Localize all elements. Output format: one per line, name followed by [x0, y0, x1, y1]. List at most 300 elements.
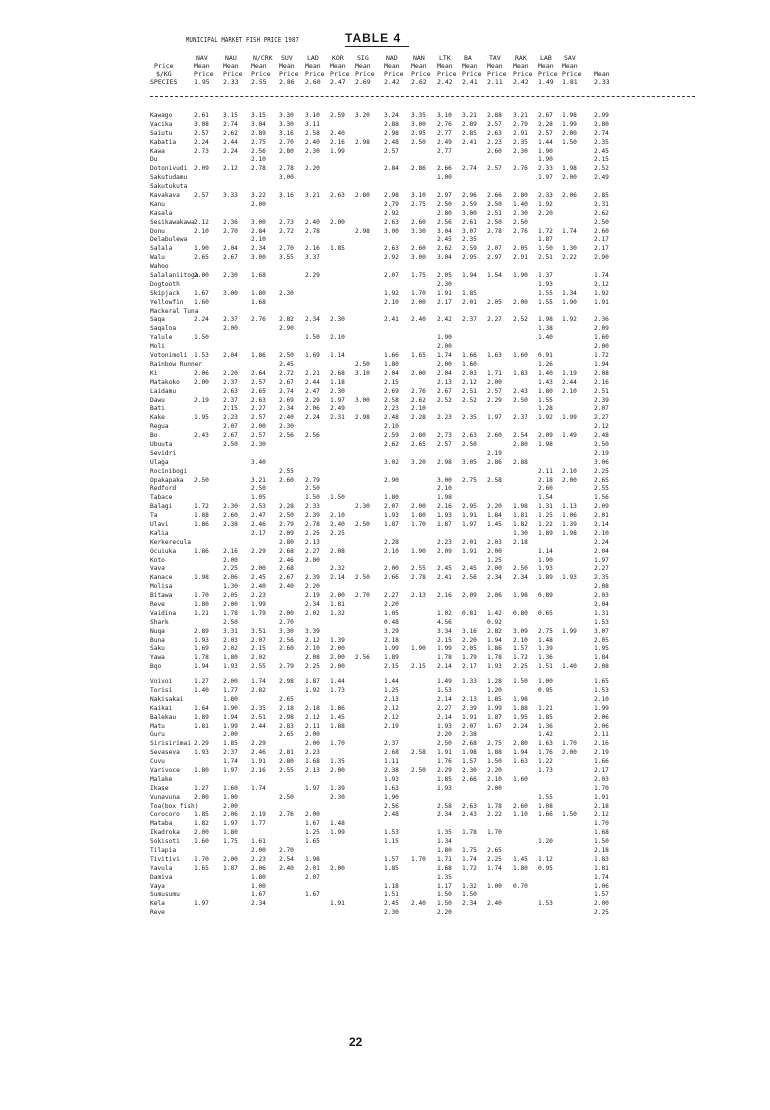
- price-cell: 2.00: [223, 556, 238, 564]
- header-market-mean: 2.41: [462, 78, 478, 86]
- table-row: [0, 767, 770, 776]
- table-row: [0, 468, 770, 477]
- table-row: [0, 794, 770, 803]
- market-code: SIG: [357, 54, 369, 62]
- price-cell: 1.40: [513, 200, 528, 208]
- price-cell: 1.80: [223, 654, 238, 662]
- species-name: Saqaloa: [150, 325, 177, 333]
- price-cell: 1.30: [562, 245, 577, 253]
- price-cell: 1.25: [384, 687, 399, 694]
- market-code: TAV: [489, 54, 501, 62]
- price-cell: 2.10: [330, 334, 345, 342]
- price-cell: 2.12: [305, 636, 320, 644]
- price-cell: 2.25: [513, 663, 528, 671]
- price-cell: 1.49: [562, 432, 577, 440]
- price-cell: 2.19: [305, 592, 320, 600]
- price-cell: 2.13: [384, 695, 399, 703]
- price-cell: 1.50: [305, 494, 320, 502]
- row-mean-price: 2.11: [594, 731, 609, 739]
- price-cell: 2.09: [279, 529, 294, 537]
- price-cell: 2.00: [513, 298, 528, 306]
- price-cell: 2.65: [251, 387, 266, 395]
- price-cell: 2.29: [251, 740, 266, 748]
- row-mean-price: 1.70: [594, 784, 609, 792]
- price-cell: 2.23: [437, 538, 452, 546]
- price-cell: 2.76: [411, 387, 426, 395]
- price-cell: 1.55: [538, 298, 553, 306]
- price-cell: 1.00: [538, 678, 553, 686]
- row-mean-price: 2.19: [594, 449, 609, 457]
- price-cell: 3.00: [279, 174, 294, 182]
- price-cell: 1.98: [513, 695, 528, 703]
- row-mean-price: 2.08: [594, 663, 609, 671]
- price-cell: 2.65: [194, 254, 209, 262]
- species-name: Ubuuta: [150, 440, 173, 448]
- price-cell: 2.13: [437, 378, 452, 386]
- market-code: BA: [464, 54, 472, 62]
- species-name: Rocinibogi: [150, 467, 188, 475]
- species-name: Bqo: [150, 663, 162, 671]
- price-cell: 3.30: [411, 227, 426, 235]
- price-cell: 1.48: [538, 636, 553, 644]
- price-cell: 1.00: [251, 882, 266, 890]
- table-row: [0, 645, 770, 654]
- header-mean: Mean: [355, 62, 371, 70]
- price-cell: 2.45: [279, 360, 294, 368]
- price-cell: 2.20: [487, 503, 502, 511]
- species-name: Nuqa: [150, 627, 165, 635]
- price-cell: 2.80: [437, 209, 452, 217]
- price-cell: 2.03: [462, 369, 477, 377]
- price-cell: 1.50: [487, 758, 502, 766]
- row-mean-price: 2.99: [594, 112, 609, 119]
- price-cell: 1.90: [411, 547, 426, 555]
- table-row: [0, 112, 770, 121]
- price-cell: 2.07: [305, 873, 320, 881]
- table-row: [0, 477, 770, 486]
- price-cell: 1.87: [305, 678, 320, 686]
- price-cell: 3.02: [384, 458, 399, 466]
- header-price: Price: [437, 70, 457, 78]
- header-market-mean: 2.60: [305, 78, 321, 86]
- price-cell: 2.80: [279, 147, 294, 155]
- row-mean-price: 2.39: [594, 396, 609, 404]
- price-cell: 2.20: [305, 583, 320, 591]
- species-name: Kawa: [150, 147, 165, 155]
- price-cell: 3.30: [279, 112, 294, 119]
- table-row: [0, 334, 770, 343]
- price-cell: 2.16: [330, 138, 345, 146]
- price-cell: 2.50: [437, 740, 452, 748]
- price-cell: 2.59: [330, 112, 345, 119]
- price-cell: 2.92: [384, 254, 399, 262]
- price-cell: 1.30: [513, 529, 528, 537]
- table-row: [0, 592, 770, 601]
- header-label-unit: $/KG: [156, 70, 172, 78]
- price-cell: 1.49: [437, 678, 452, 686]
- price-cell: 1.38: [538, 325, 553, 333]
- price-cell: 2.95: [411, 129, 426, 137]
- species-name: Laidamu: [150, 387, 177, 395]
- price-cell: 2.38: [384, 767, 399, 775]
- price-cell: 3.00: [437, 476, 452, 484]
- species-name: Damiva: [150, 873, 173, 881]
- price-cell: 2.40: [411, 900, 426, 908]
- row-mean-price: 1.74: [594, 873, 609, 881]
- price-cell: 1.80: [251, 289, 266, 297]
- price-cell: 3.00: [355, 396, 370, 404]
- price-cell: 1.78: [462, 829, 477, 837]
- price-cell: 2.10: [562, 387, 577, 395]
- species-name: Sevidri: [150, 449, 177, 457]
- price-cell: 1.94: [487, 636, 502, 644]
- price-cell: 2.53: [251, 503, 266, 511]
- price-cell: 1.34: [437, 838, 452, 846]
- price-cell: 2.67: [538, 112, 553, 119]
- price-cell: 1.65: [305, 838, 320, 846]
- price-cell: 1.65: [411, 352, 426, 360]
- price-cell: 2.02: [223, 645, 238, 653]
- price-cell: 1.88: [330, 722, 345, 730]
- price-cell: 2.43: [462, 811, 477, 819]
- row-mean-price: 3.06: [594, 458, 609, 466]
- price-cell: 1.93: [437, 784, 452, 792]
- price-cell: 3.16: [279, 129, 294, 137]
- species-name: Vaya: [150, 882, 165, 890]
- table-row: [0, 838, 770, 847]
- price-cell: 2.27: [487, 316, 502, 324]
- species-name: Yellowfin: [150, 298, 184, 306]
- price-cell: 0.91: [538, 352, 553, 360]
- row-mean-price: 2.27: [594, 414, 609, 422]
- price-cell: 1.84: [487, 512, 502, 520]
- header-market-mean: 2.42: [513, 78, 529, 86]
- price-cell: 1.37: [538, 272, 553, 280]
- price-cell: 2.35: [462, 414, 477, 422]
- price-cell: 2.25: [305, 663, 320, 671]
- price-cell: 2.10: [411, 405, 426, 413]
- price-cell: 2.20: [384, 600, 399, 608]
- table-row: [0, 803, 770, 812]
- price-cell: 2.40: [330, 129, 345, 137]
- price-cell: 2.98: [355, 414, 370, 422]
- table-row: [0, 521, 770, 530]
- price-cell: 2.35: [513, 138, 528, 146]
- price-cell: 1.70: [411, 855, 426, 863]
- table-row: [0, 663, 770, 672]
- row-mean-price: 2.17: [594, 767, 609, 775]
- header-price: Price: [279, 70, 299, 78]
- row-mean-price: 2.51: [594, 387, 609, 395]
- price-cell: 2.50: [411, 767, 426, 775]
- price-cell: 1.97: [487, 414, 502, 422]
- price-cell: 1.93: [538, 280, 553, 288]
- price-cell: 2.15: [251, 645, 266, 653]
- row-mean-price: 3.07: [594, 627, 609, 635]
- price-cell: 1.22: [538, 520, 553, 528]
- table-row: [0, 758, 770, 767]
- price-cell: 2.12: [305, 713, 320, 721]
- row-mean-price: 1.06: [594, 882, 609, 890]
- price-cell: 1.40: [562, 663, 577, 671]
- row-mean-price: 1.56: [594, 494, 609, 502]
- price-cell: 2.22: [487, 811, 502, 819]
- price-cell: 1.65: [194, 864, 209, 872]
- price-cell: 2.18: [538, 476, 553, 484]
- price-cell: 2.20: [462, 636, 477, 644]
- price-cell: 2.86: [487, 458, 502, 466]
- price-cell: 2.98: [437, 458, 452, 466]
- price-cell: 1.75: [411, 272, 426, 280]
- price-cell: 1.85: [223, 740, 238, 748]
- row-mean-price: 2.35: [594, 138, 609, 146]
- price-cell: 1.91: [462, 713, 477, 721]
- price-cell: 2.70: [355, 592, 370, 600]
- price-cell: 1.90: [437, 334, 452, 342]
- price-cell: 2.70: [223, 227, 238, 235]
- price-cell: 2.42: [437, 316, 452, 324]
- header-mean: Mean: [562, 62, 578, 70]
- price-cell: 2.62: [223, 129, 238, 137]
- price-cell: 2.27: [251, 405, 266, 413]
- price-cell: 1.99: [330, 147, 345, 155]
- price-cell: 2.90: [279, 325, 294, 333]
- header-market-mean: 2.42: [384, 78, 400, 86]
- price-cell: 1.80: [194, 600, 209, 608]
- header-market-mean: 2.33: [223, 78, 239, 86]
- price-cell: 1.40: [538, 369, 553, 377]
- price-cell: 1.22: [538, 758, 553, 766]
- price-cell: 1.50: [562, 138, 577, 146]
- price-cell: 2.66: [487, 192, 502, 200]
- price-cell: 1.89: [194, 713, 209, 721]
- price-cell: 2.49: [330, 405, 345, 413]
- price-cell: 2.12: [223, 165, 238, 173]
- species-name: Kasala: [150, 209, 173, 217]
- price-cell: 1.93: [194, 749, 209, 757]
- row-mean-price: 2.04: [594, 547, 609, 555]
- price-cell: 2.55: [251, 663, 266, 671]
- price-cell: 2.38: [223, 520, 238, 528]
- price-cell: 2.05: [487, 298, 502, 306]
- price-cell: 2.00: [562, 749, 577, 757]
- market-code: SUV: [281, 54, 293, 62]
- price-cell: 2.47: [251, 512, 266, 520]
- price-cell: 2.12: [384, 704, 399, 712]
- price-cell: 2.80: [279, 758, 294, 766]
- price-cell: 2.66: [462, 775, 477, 783]
- header-mean: Mean: [437, 62, 453, 70]
- price-cell: 1.87: [487, 713, 502, 721]
- price-cell: 1.85: [194, 811, 209, 819]
- price-cell: 1.90: [513, 272, 528, 280]
- price-cell: 1.80: [411, 512, 426, 520]
- price-cell: 1.69: [305, 352, 320, 360]
- price-cell: 1.70: [411, 289, 426, 297]
- price-cell: 1.74: [251, 784, 266, 792]
- price-cell: 2.63: [384, 218, 399, 226]
- row-mean-price: 2.60: [594, 227, 609, 235]
- price-cell: 2.32: [330, 565, 345, 573]
- table-label: TABLE 4: [345, 31, 402, 45]
- header-market-mean: 1.49: [538, 78, 554, 86]
- price-cell: 1.75: [462, 847, 477, 855]
- price-cell: 2.25: [330, 529, 345, 537]
- price-cell: 1.00: [487, 882, 502, 890]
- price-cell: 2.15: [384, 663, 399, 671]
- price-cell: 2.21: [305, 369, 320, 377]
- price-cell: 2.90: [384, 476, 399, 484]
- species-name: Reve: [150, 600, 165, 608]
- price-cell: 2.30: [279, 423, 294, 431]
- price-cell: 2.50: [513, 218, 528, 226]
- price-cell: 2.24: [194, 138, 209, 146]
- price-cell: 2.59: [384, 432, 399, 440]
- price-cell: 1.92: [305, 687, 320, 694]
- row-mean-price: 1.53: [594, 687, 609, 694]
- price-cell: 2.56: [355, 654, 370, 662]
- row-mean-price: 2.09: [594, 325, 609, 333]
- price-cell: 2.00: [194, 793, 209, 801]
- row-mean-price: 1.66: [594, 758, 609, 766]
- price-cell: 2.44: [251, 722, 266, 730]
- row-mean-price: 2.25: [594, 909, 609, 917]
- price-cell: 1.68: [437, 864, 452, 872]
- species-name: Du: [150, 156, 158, 164]
- price-cell: 3.10: [437, 112, 452, 119]
- table-row: [0, 731, 770, 740]
- price-cell: 2.83: [279, 722, 294, 730]
- species-name: Wahoo: [150, 263, 169, 271]
- price-cell: 1.89: [538, 529, 553, 537]
- price-cell: 2.60: [538, 485, 553, 493]
- price-cell: 2.50: [355, 360, 370, 368]
- price-cell: 1.90: [194, 245, 209, 253]
- price-cell: 2.89: [194, 627, 209, 635]
- price-cell: 1.63: [538, 740, 553, 748]
- price-cell: 1.83: [513, 369, 528, 377]
- species-name: Kaikai: [150, 704, 173, 712]
- price-cell: 1.89: [384, 654, 399, 662]
- price-cell: 3.22: [251, 192, 266, 200]
- price-cell: 1.50: [437, 900, 452, 908]
- row-mean-price: 1.74: [594, 272, 609, 280]
- price-cell: 2.15: [384, 378, 399, 386]
- header-market-mean: 2.33: [594, 78, 610, 86]
- table-row: [0, 210, 770, 219]
- price-cell: 2.91: [513, 254, 528, 262]
- market-code: RAK: [515, 54, 527, 62]
- header-mean: Mean: [462, 62, 478, 70]
- price-cell: 2.62: [411, 396, 426, 404]
- price-cell: 2.76: [513, 227, 528, 235]
- price-cell: 2.27: [305, 547, 320, 555]
- price-cell: 1.66: [538, 811, 553, 819]
- price-cell: 2.60: [411, 218, 426, 226]
- row-mean-price: 1.60: [594, 334, 609, 342]
- price-cell: 1.74: [487, 864, 502, 872]
- price-cell: 1.43: [538, 378, 553, 386]
- header-mean: Mean: [251, 62, 267, 70]
- price-cell: 2.98: [279, 678, 294, 686]
- header-price: Price: [223, 70, 243, 78]
- species-name: Saiutu: [150, 129, 173, 137]
- price-cell: 1.50: [462, 891, 477, 899]
- price-cell: 1.80: [513, 864, 528, 872]
- price-cell: 1.98: [513, 592, 528, 600]
- price-cell: 2.77: [437, 147, 452, 155]
- price-cell: 2.07: [462, 722, 477, 730]
- table-row: [0, 811, 770, 820]
- price-cell: 1.92: [538, 414, 553, 422]
- table-row: [0, 909, 770, 918]
- header-price: Price: [411, 70, 431, 78]
- price-cell: 3.16: [462, 627, 477, 635]
- price-cell: 1.33: [462, 678, 477, 686]
- price-cell: 1.48: [330, 820, 345, 828]
- price-cell: 1.18: [330, 378, 345, 386]
- price-cell: 2.74: [279, 387, 294, 395]
- price-cell: 2.09: [194, 165, 209, 173]
- species-name: Sokisoti: [150, 838, 180, 846]
- price-cell: 1.91: [437, 289, 452, 297]
- price-cell: 2.55: [279, 767, 294, 775]
- price-cell: 1.70: [330, 740, 345, 748]
- table-row: [0, 539, 770, 548]
- species-name: Yavula: [150, 864, 173, 872]
- table-row: [0, 749, 770, 758]
- price-cell: 1.85: [538, 713, 553, 721]
- price-cell: 1.14: [330, 352, 345, 360]
- species-name: Dogtooth: [150, 280, 180, 288]
- header-market-mean: 1.81: [562, 78, 578, 86]
- species-name: Torisi: [150, 687, 173, 694]
- price-cell: 1.90: [384, 793, 399, 801]
- price-cell: 1.77: [223, 687, 238, 694]
- price-cell: 2.67: [279, 574, 294, 582]
- price-cell: 3.30: [279, 627, 294, 635]
- price-cell: 2.76: [437, 120, 452, 128]
- row-mean-price: 2.10: [594, 529, 609, 537]
- price-cell: 1.74: [437, 352, 452, 360]
- price-cell: 2.57: [251, 378, 266, 386]
- price-cell: 1.13: [562, 503, 577, 511]
- price-cell: 2.19: [194, 396, 209, 404]
- species-name: Malake: [150, 775, 173, 783]
- species-name: Ulaga: [150, 458, 169, 466]
- row-mean-price: 2.19: [594, 749, 609, 757]
- header-price: Price: [487, 70, 507, 78]
- species-name: Vava: [150, 565, 165, 573]
- price-cell: 2.63: [487, 129, 502, 137]
- price-cell: 2.05: [462, 645, 477, 653]
- price-cell: 3.00: [462, 209, 477, 217]
- species-name: Yalule: [150, 334, 173, 342]
- price-cell: 2.12: [462, 378, 477, 386]
- species-name: Mackeral Tuna: [150, 307, 199, 315]
- table-row: [0, 432, 770, 441]
- row-mean-price: 1.31: [594, 609, 609, 617]
- species-name: Yawa: [150, 654, 165, 662]
- price-cell: 3.20: [411, 458, 426, 466]
- price-cell: 2.40: [305, 138, 320, 146]
- price-cell: 2.34: [279, 405, 294, 413]
- price-cell: 2.79: [279, 520, 294, 528]
- price-cell: 1.93: [538, 565, 553, 573]
- price-cell: 2.68: [384, 749, 399, 757]
- row-mean-price: 2.09: [594, 503, 609, 511]
- price-cell: 2.58: [487, 476, 502, 484]
